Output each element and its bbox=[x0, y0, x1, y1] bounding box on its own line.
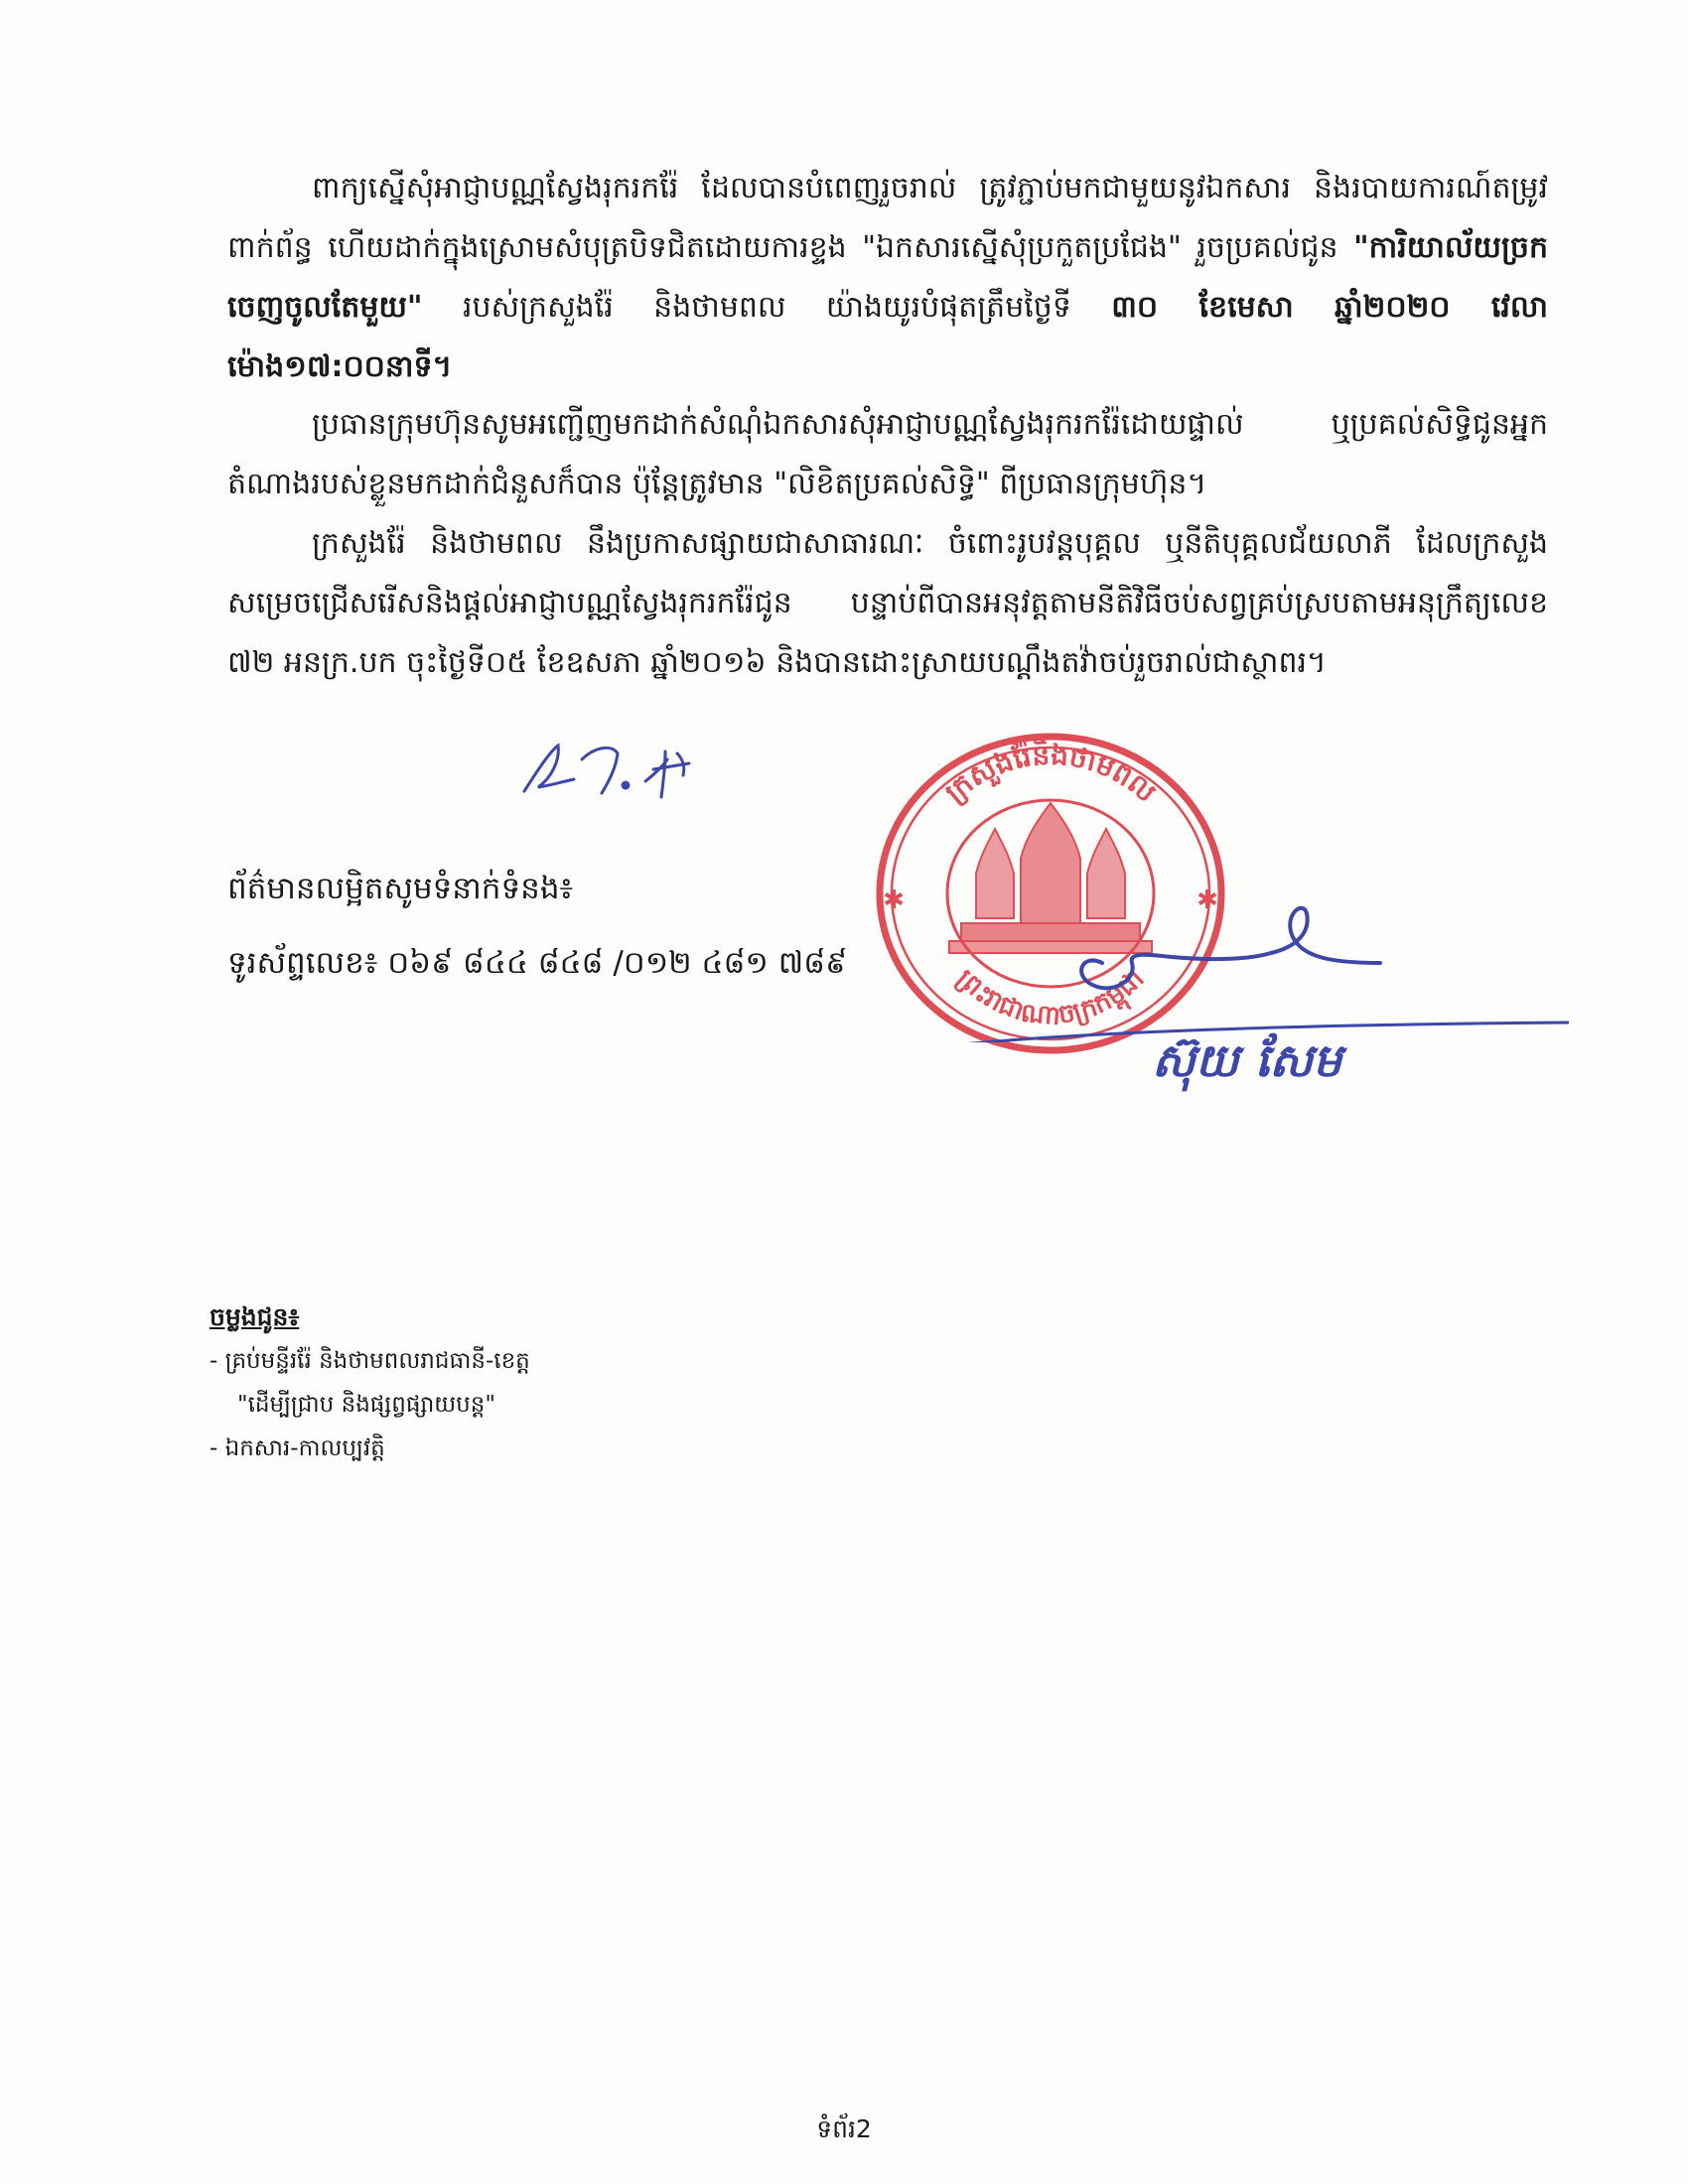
one-window-office-text: "ការិយាល័យច្រកចេញចូលតែមួយ" bbox=[227, 230, 1548, 325]
announcement-text: ក្រសួងរ៉ែ និងថាមពល នឹងប្រកាសផ្សាយជាសាធារណៈ ចំពោះរូបវន្តបុគ្គល ឬនីតិបុគ្គលជ័យលាភី ដែលក្រសួងសម្រេចជ្រើសរើសនិងផ្តល់អាជ្ញាបណ្ណស្វែងរុករករ៉ែជូន បន្ទាប់ពីបានអនុវត្តតាមនីតិវិធីចប់សព្វគ្រប់ស្របតាមអនុក្រឹត្យលេខ ៧២ អនក្រ.បក ចុះថ្ងៃទី០៥ ខែឧសភា ឆ្នាំ២០១៦ និងបានដោះស្រាយបណ្តឹងតវ៉ាចប់រួចរាល់ជាស្ថាពរ។ bbox=[227, 526, 1548, 680]
paragraph-announcement bbox=[227, 514, 1548, 693]
submission-lead-text: ពាក្យស្នើសុំអាជ្ញាបណ្ណស្វែងរុករករ៉ែ ដែលបានបំពេញរួចរាល់ ត្រូវភ្ជាប់មកជាមួយនូវឯកសារ និងរបាយការណ៍តម្រូវពាក់ព័ន្ធ ហើយដាក់ក្នុងស្រោមសំបុត្របិទជិតដោយការខ្ទង "ឯកសារស្នើសុំប្រកួតប្រជែង" រួចប្រគល់ជូន bbox=[227, 171, 1548, 265]
seal-top-text: ក្រសួងរ៉ែនិងថាមពល bbox=[938, 738, 1163, 809]
submission-middle-text: របស់ក្រសួងរ៉ែ និងថាមពល យ៉ាងយូរបំផុតត្រឹមថ្ងៃទី bbox=[422, 290, 1112, 325]
copies-item-archive: - ឯកសារ-កាលប្បវត្តិ bbox=[210, 1435, 385, 1461]
copies-item-note: "ដើម្បីជ្រាប និងផ្សព្វផ្សាយបន្ត" bbox=[237, 1392, 495, 1418]
paragraph-company-head bbox=[227, 395, 1548, 514]
handwritten-signature bbox=[933, 893, 1569, 1042]
svg-text:✱: ✱ bbox=[1196, 886, 1218, 915]
company-head-text: ប្រធានក្រុមហ៊ុនសូមអញ្ជើញមកដាក់សំណុំឯកសារសុំអាជ្ញាបណ្ណស្វែងរុករករ៉ែដោយផ្ទាល់ ឬប្រគល់សិទ្ធិជូនអ្នកតំណាងរបស់ខ្លួនមកដាក់ជំនួសក៏បាន ប៉ុន្តែត្រូវមាន "លិខិតប្រគល់សិទ្ធិ" ពីប្រធានក្រុមហ៊ុន។ bbox=[227, 407, 1548, 501]
seal-bottom-text: ព្រះរាជាណាចក្រកម្ពុជា bbox=[950, 963, 1151, 1031]
svg-text:✱: ✱ bbox=[883, 886, 905, 915]
contact-phone bbox=[227, 938, 847, 988]
handwritten-initials bbox=[516, 730, 715, 809]
deadline-text: ៣០ ខែមេសា ឆ្នាំ២០២០ វេលាម៉ោង១៧:០០នាទី។ bbox=[227, 290, 1548, 384]
phone-label: ទូរស័ព្ទលេខ៖ bbox=[227, 945, 388, 981]
contact-info-label: ព័ត៌មានលម្អិតសូមទំនាក់ទំនង៖ bbox=[227, 871, 574, 906]
page-number: ទំព័រ2 bbox=[816, 2115, 872, 2143]
phone-numbers: ០៦៩ ៨៤៤ ៨៤៨ /០១២ ៤៨១ ៧៨៩ bbox=[387, 945, 848, 981]
copies-item-provincial-departments: - គ្រប់មន្ទីររ៉ែ និងថាមពលរាជធានី-ខេត្ត bbox=[210, 1348, 530, 1374]
copies-to-title: ចម្លងជូន៖ bbox=[210, 1302, 300, 1331]
copies-to-section bbox=[210, 1296, 530, 1470]
signer-name: ស៊ុយ សែម bbox=[1152, 1033, 1342, 1087]
paragraph-submission bbox=[227, 159, 1548, 397]
